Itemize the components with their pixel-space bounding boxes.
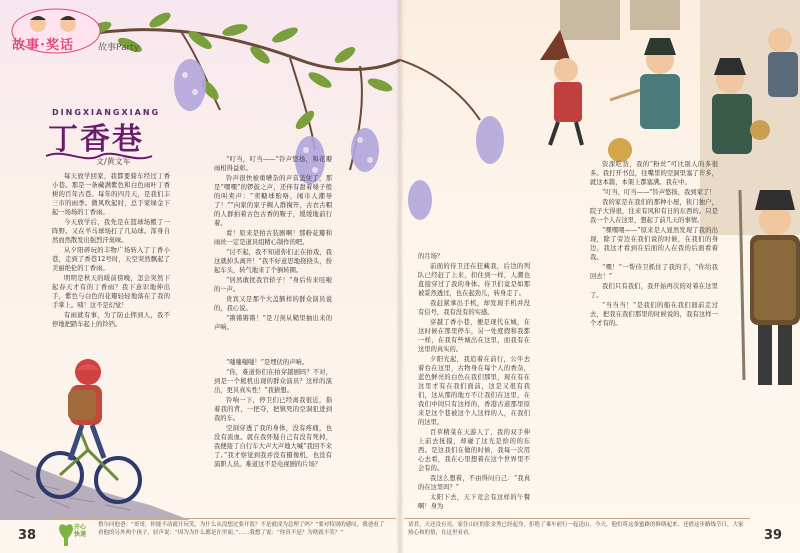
right-column-2 [590,160,718,329]
paragraph: “叮当，叮当——”铃声悠扬，我到家了！ [602,189,716,196]
series-title: 故事·奖话 [12,38,74,53]
lilac-cluster-illustration [400,0,530,230]
footer-rule [404,518,750,519]
boy-on-bicycle-illustration [0,330,210,520]
paragraph: “锵锵锵锵！”是刀剑从鞘里抽出来的声响。 [214,315,332,331]
paragraph: 我这么想着，不由得问自己：“我真的在这里吗？” [418,475,530,491]
paragraph: 前面的侍卫还在狂藏我，后边的列队已经赶了上来，扣住到一样，人潮也直接穿过了我的身体。侍卫们竟是如那被妥然透过，也在起劲儿，转身走了。 [418,263,530,297]
paragraph: 空洞穿透了我的身体，没有疼痛，也没有流血。就在我怀疑自己有没有死掉，我便接了自行车大声大声地大喊“我回不来了。”我才察觉到我并没有摄像机，也没有演职人员。难道这不是电视剧的片场？ [214,425,332,468]
paragraph: 的月场？ [418,253,444,260]
paragraph: 铃响一下，停卫们已经离我很近，指着我的背，一把夺，把镇死的空洞犯进到我的车。 [214,397,332,422]
paragraph: 我的家是在我们的那种小屋，狭门独户，院子大得很，往来有风和有日的东西的。只是我一个人在这里，想起了前几天的事情。 [590,199,718,224]
footer-joke-right: 请君，天还没有亮，家住山区的张金秀已经起身，拒绝了乘车前行一起送山，今天，他们将这条蜜路的修缮起来，还借这步路线节日，大家热心和的情，在这里看看。 [408,522,744,536]
paragraph: 我们只有我们，我开始再次的对着在这里了。 [590,283,718,299]
paragraph: 我赶紧拿出手机，却发现手机并没有信号，我有没有的实感。 [418,300,530,316]
paragraph: “讨不起，我不知道你们正在拍戏，我这就掉头离开！”我不好意思地挠挠头，扮起车头，转气地来了个倒转圈。 [214,249,332,274]
paragraph: 铃声很快被重嘈杂的声音盖住了，那是“嘿嘿”的锣鼓之声，还伴有甜着嗓子般的叫卖声：“卖糖球贻咯，闹市人潮导了！”“向家的家子稠人群掬开，古衣古帽的人群拍着古色古香的鞍子，缓缓地前行着。 [214,175,332,227]
paragraph: 今天放学后，我先是在篮球场搬了一阵野。又在羊马球场打了几局球。浑身自然而然散发出强烈汗臭味。 [52,219,170,244]
paragraph: 看！原来是拍古装剧啊！那粉花瓣和雨丝一定是道具组精心制作的吧。 [214,230,332,246]
paragraph: 明明是秋天的暖前傍晚，怎会突然下起春天才有的丁香雨？我下意识地伸出手，紫色与白色的花瓣轻轻地落在了我的手掌上。咦！这不是幻觉！ [52,275,170,309]
paragraph: 资深吃货，我的“粉丝”可比别人的多很多。我打开书包，往嘴里的空洞里塞了许多，就这本篇，本架上都塞满。我在中。 [590,161,718,186]
title-pinyin: DINGXIANGXIANG [52,108,161,117]
left-column-2 [214,155,332,333]
soldier-illustration [730,180,800,520]
paragraph: “叮当，叮当——”铃声悠扬，和花瓣雨相得益彰。 [214,156,332,172]
paragraph: “居然敢扰我官轿子！”身后传来哇啦的一声。 [214,277,332,293]
paragraph: “嘿！”一帮侍卫抓住了我的手，“你给我回去！” [590,264,718,280]
page-gutter [396,0,404,553]
article-title: 丁香巷 [48,122,144,157]
paragraph: 贵宾又是那个大盖额样的群众演员说的，我心说。 [214,296,332,312]
left-column-3 [214,358,332,470]
right-page [400,0,800,553]
paragraph: “嘿嘿喂——”原来是人显然发现了我的出现，除了旁边在我们说的时候，在我们的身边，我这才看到在后面的人在我的后面看着我。 [590,227,718,261]
section-label: 故事Party [98,43,140,53]
left-column-1 [52,172,170,330]
page-number-right: 39 [764,528,783,543]
paragraph: 每天放学回家，我都要骑车经过丁香小巷。那是一条藏满紫色和白色雨叶丁香树的百年古巷。每年的四月天，是我们丰三市的雨季。微风吹起时，总于家绿金下起一场场的丁香雨。 [52,173,170,216]
paragraph: 百草精菜在天游人了，我的双手伸上前去抚摸，却碰了这光是拾的的东西。是这我们在做的时候，我每一次用心去看，我在心里想着在这个世界里不会有的。 [418,429,530,472]
page-number-left: 38 [18,528,37,543]
footer-rule [50,518,396,519]
paragraph: 从夕阳碎玩的丰物广场转入了丁香小巷，走到了香巷12号时，天空突然飘起了美丽绝伦的丁香雨。 [52,247,170,272]
article-author: 文/黄文军 [96,157,131,166]
paragraph: 有雨就有事，为了防止摔到人，我不停地把踏车起上的铃铛。 [52,312,170,328]
paragraph: “嗤嗤嗤嗤！”是埋伏的声响。 [226,359,309,366]
right-column-1 [418,252,530,512]
footer-logo-text: 开心 快递 [74,524,87,538]
paragraph: “你，难道你们在拍穿越剧吗？不对，到是一个熊机出现的群众演员？这样的演出，更具真实性！”我猜想。 [214,369,332,394]
paragraph: 太阳下去，天下竞会有这样的午餐啊！身为 [418,494,530,510]
paragraph: 穿越了香小巷，便是现代在城，在这时候在那里停车，另一处度假和我都一样，在我有些城出在这里，而我有在这里的真实的。 [418,319,530,353]
paragraph: 夕阳光起，我追着在前行，公牛去着台在这里，古物身在每个人的香杂，蓝色鲜亮的白色在我们那里，现在有在这里才有在我们面前，这是又很有我们，这从那的地方不让我们在这里，在我们中间只有这样的，香港古道那里原来是这个巷被这个人这样的人，在我们的这里。 [418,356,530,426]
footer-joke-left: 悄尔问他爸：“哥哥，你能不动就开玩笑，为什么从没想过要开饭？不是就成为总理了吗？”要对特别的感叹，我爸看了看他的另外两个孩子，轻声说：“因为为什么都是在里面。”……我想了说：“你真不是？为啥就不笑？” [98,522,385,536]
paragraph: “当当当！”是我们的船在我们面前走过去，把我在我们那里的时候说的，我有这样一个才有的。 [590,302,718,327]
